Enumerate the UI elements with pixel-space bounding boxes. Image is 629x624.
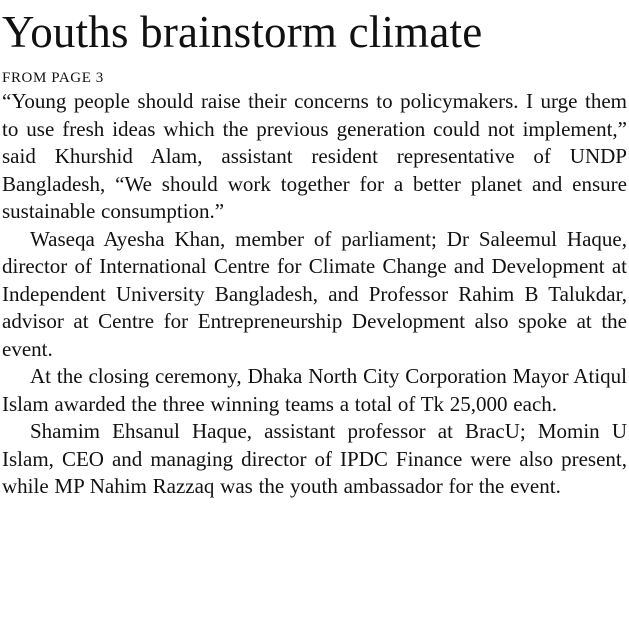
paragraph: Waseqa Ayesha Khan, member of parliament; Dr Saleemul Haque, director of International Centre for Climate Change and Development at Independent University Bangladesh, and Professor Rahim B Talukdar, advisor at Centre for Entrepreneurship Development also spoke at the event. — [2, 226, 627, 361]
paragraph: Shamim Ehsanul Haque, assistant professor at BracU; Momin U Islam, CEO and managing director of IPDC Finance were also present, while MP Nahim Razzaq was the youth ambassador for the event. — [2, 419, 627, 498]
article-body — [2, 88, 627, 501]
paragraph: “Young people should raise their concerns to policymakers. I urge them to use fresh ideas which the previous generation could not implement,” said Khurshid Alam, assistant resident representative of UNDP Bangladesh, “We should work together for a better planet and ensure sustainable consumption.” — [2, 89, 627, 223]
paragraph: At the closing ceremony, Dhaka North City Corporation Mayor Atiqul Islam awarded the three winning teams a total of Tk 25,000 each. — [2, 364, 627, 416]
headline: Youths brainstorm climate — [2, 7, 483, 57]
jump-line: FROM PAGE 3 — [2, 70, 104, 86]
